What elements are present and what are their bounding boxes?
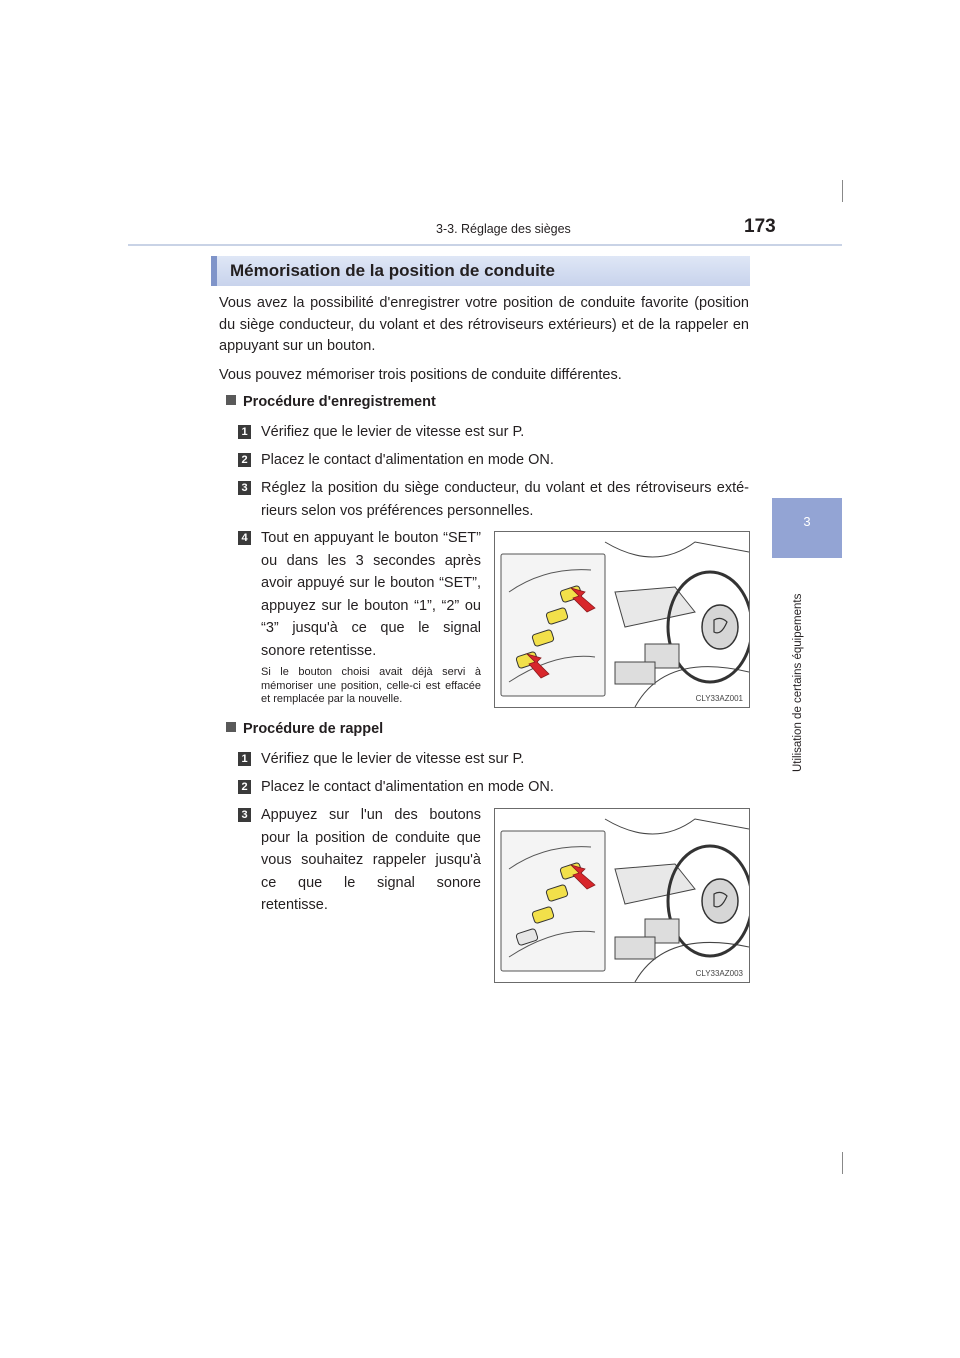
square-bullet-icon — [226, 395, 236, 405]
step-text: Réglez la position du siège conducteur, du volant et des rétroviseurs exté-rieurs selon vos préférences personnelles. — [261, 480, 749, 519]
step-badge: 1 — [238, 752, 251, 766]
step-text: Placez le contact d'alimentation en mode ON. — [261, 452, 554, 468]
step-badge: 3 — [238, 481, 251, 495]
door-panel-illustration — [495, 532, 749, 707]
intro-paragraph-2: Vous pouvez mémoriser trois positions de conduite différentes. — [219, 367, 622, 383]
section-title-bar — [211, 256, 750, 286]
figure-code: CLY33AZ003 — [695, 969, 743, 978]
chapter-tab-number: 3 — [803, 514, 811, 529]
crop-mark — [842, 1152, 843, 1174]
door-panel-illustration — [495, 809, 749, 982]
step-badge: 2 — [238, 780, 251, 794]
page-number: 173 — [744, 216, 776, 237]
running-header-section: 3-3. Réglage des sièges — [436, 222, 571, 236]
header-rule — [128, 244, 842, 246]
figure-memory-buttons-recall — [494, 808, 750, 983]
recall-heading — [226, 721, 383, 737]
registration-heading-text: Procédure d'enregistrement — [243, 394, 436, 410]
registration-heading — [226, 394, 436, 410]
step-text: Vérifiez que le levier de vitesse est sur P. — [261, 424, 525, 440]
step-note: Si le bouton choisi avait déjà servi à mémoriser une position, celle-ci est effacée et remplacée par la nouvelle. — [261, 666, 481, 705]
step-badge: 2 — [238, 453, 251, 467]
square-bullet-icon — [226, 722, 236, 732]
figure-code: CLY33AZ001 — [695, 694, 743, 703]
step-text: Vérifiez que le levier de vitesse est sur P. — [261, 751, 525, 767]
step-badge: 1 — [238, 425, 251, 439]
crop-mark — [842, 180, 843, 202]
section-title: Mémorisation de la position de conduite — [230, 261, 555, 280]
step-text: Placez le contact d'alimentation en mode ON. — [261, 779, 554, 795]
step-text: Appuyez sur l'un des boutons pour la position de conduite que vous souhaitez rappeler jusqu'à ce que le signal sonore retentisse. — [261, 807, 481, 913]
step-badge: 3 — [238, 808, 251, 822]
step-badge: 4 — [238, 531, 251, 545]
recall-heading-text: Procédure de rappel — [243, 721, 384, 737]
chapter-tab-label: Utilisation de certains équipements — [792, 593, 804, 772]
figure-memory-buttons-set — [494, 531, 750, 708]
step-text: Tout en appuyant le bouton “SET” ou dans les 3 secondes après avoir appuyé sur le bouton “SET”, appuyez sur le bouton “1”, “2” ou “3” jusqu'à ce que le signal sonore retentisse. — [261, 530, 481, 659]
intro-paragraph: Vous avez la possibilité d'enregistrer votre position de conduite favorite (position du siège conducteur, du volant et des rétroviseurs extérieurs) et de la rappeler en appuyant sur un bouton. — [219, 295, 749, 354]
